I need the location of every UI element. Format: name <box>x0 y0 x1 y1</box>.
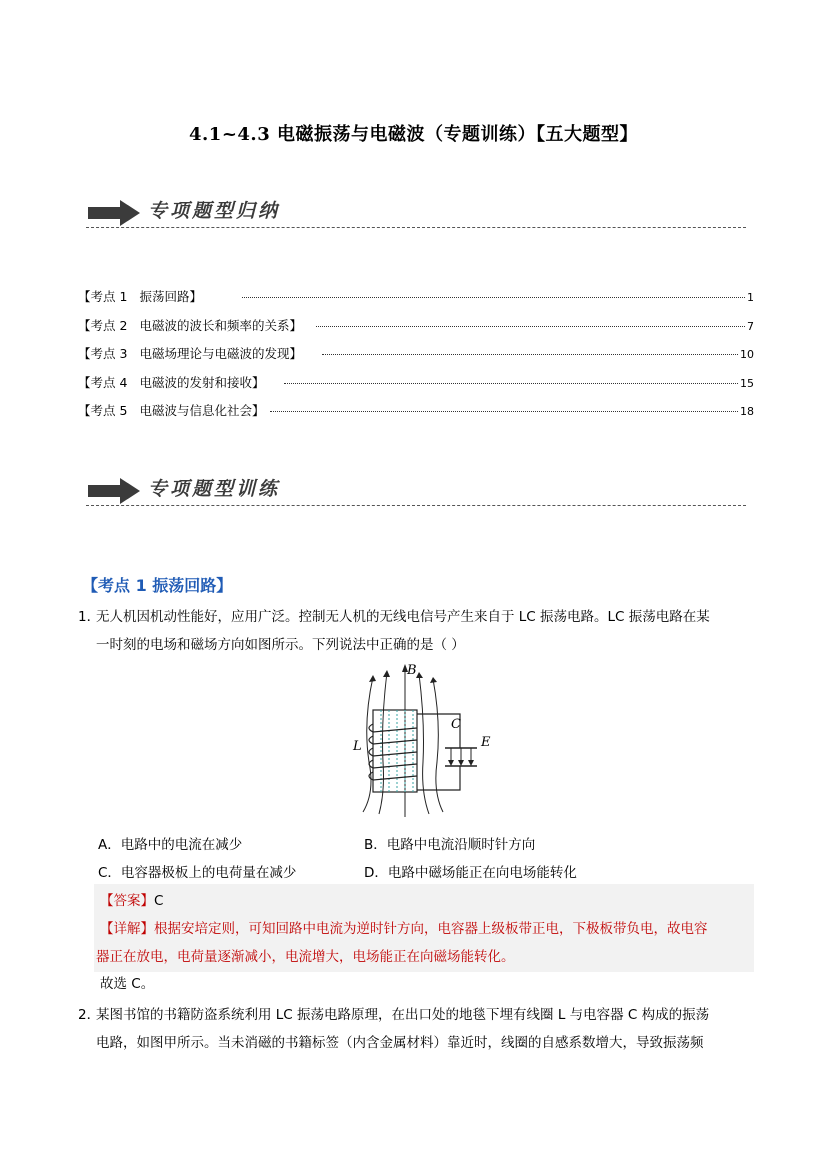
detail-label: 【详解】 <box>100 921 154 937</box>
toc-code: 【考点 3 <box>78 346 128 361</box>
toc-code: 【考点 2 <box>78 317 128 333</box>
toc-page: 10 <box>740 348 754 361</box>
toc-title: 电磁波的波长和频率的关系 <box>139 317 290 333</box>
question-text-line: 一时刻的电场和磁场方向如图所示。下列说法中正确的是（ ） <box>96 637 465 653</box>
question-2 <box>78 1001 751 1057</box>
toc-code: 【考点 4 <box>78 374 128 390</box>
option-d[interactable]: D．电路中磁场能正在向电场能转化 <box>364 865 577 881</box>
toc-title: 电磁波的发射和接收 <box>139 374 252 390</box>
question-number: 2． <box>78 1007 101 1023</box>
answer-label: 【答案】 <box>100 893 154 909</box>
table-of-contents <box>78 287 754 430</box>
option-a[interactable]: A．电路中的电流在减少 <box>98 837 243 853</box>
question-1 <box>78 603 751 659</box>
toc-code: 【考点 5 <box>78 403 128 418</box>
detail-text: 根据安培定则，可知回路中电流为逆时针方向，电容器上级板带正电，下极板带负电，故电容 <box>154 921 708 937</box>
detail-line <box>100 917 750 937</box>
conclusion: 故选 C。 <box>100 976 155 992</box>
option-b[interactable]: B．电路中电流沿顺时针方向 <box>364 837 536 853</box>
option-c[interactable]: C．电容器极板上的电荷量在减少 <box>98 865 297 881</box>
page-title: 4.1~4.3 电磁振荡与电磁波（专题训练）【五大题型】 <box>189 124 638 145</box>
banner-label: 专项题型归纳 <box>148 200 281 222</box>
toc-row-2[interactable]: 【考点 2 电磁波的波长和频率的关系 】 7 <box>78 317 754 333</box>
toc-row-4[interactable]: 【考点 4 电磁波的发射和接收 】 15 <box>78 374 754 390</box>
lc-circuit-figure <box>345 662 505 822</box>
detail-line-2: 器正在放电，电荷量逐渐减小，电流增大，电场能正在向磁场能转化。 <box>96 949 515 965</box>
toc-title: 电磁场理论与电磁波的发现 <box>139 346 290 361</box>
section-banner-summary <box>86 194 746 228</box>
answer-value: C <box>154 893 164 909</box>
section-banner-training <box>86 472 746 506</box>
toc-leader <box>322 354 738 355</box>
label-l: L <box>353 739 362 754</box>
banner-label: 专项题型训练 <box>148 478 281 500</box>
toc-leader <box>270 411 738 412</box>
section-heading: 【考点 1 振荡回路】 <box>82 576 233 595</box>
label-e: E <box>481 735 491 750</box>
label-b: B <box>407 663 417 678</box>
dashed-divider <box>86 227 746 228</box>
toc-page: 15 <box>740 376 754 390</box>
toc-row-3[interactable]: 【考点 3 电磁场理论与电磁波的发现 】 10 <box>78 346 754 361</box>
toc-title: 电磁波与信息化社会 <box>139 403 252 418</box>
toc-row-5[interactable]: 【考点 5 电磁波与信息化社会 】 18 <box>78 403 754 418</box>
toc-page: 1 <box>747 291 754 304</box>
toc-title: 振荡回路 <box>139 289 190 304</box>
toc-row-1[interactable]: 【考点 1 振荡回路 】 1 <box>78 289 754 304</box>
toc-page: 7 <box>747 319 754 333</box>
toc-leader <box>242 297 745 298</box>
toc-page: 18 <box>740 405 754 418</box>
toc-leader <box>316 326 745 327</box>
question-number: 1． <box>78 609 101 625</box>
label-c: C <box>451 717 461 732</box>
question-text-line: 电路，如图甲所示。当未消磁的书籍标签（内含金属材料）靠近时，线圈的自感系数增大，导致振荡频 <box>96 1035 704 1051</box>
question-text-line: 无人机因机动性能好，应用广泛。控制无人机的无线电信号产生来自于 LC 振荡电路。LC 振荡电路在某 <box>96 609 710 625</box>
question-text-line: 某图书馆的书籍防盗系统利用 LC 振荡电路原理，在出口处的地毯下埋有线圈 L 与电容器 C 构成的振荡 <box>96 1007 710 1023</box>
arrow-right-icon <box>86 476 142 506</box>
answer-line <box>100 889 163 909</box>
toc-code: 【考点 1 <box>78 289 128 304</box>
arrow-right-icon <box>86 198 142 228</box>
toc-leader <box>284 383 738 384</box>
dashed-divider <box>86 505 746 506</box>
